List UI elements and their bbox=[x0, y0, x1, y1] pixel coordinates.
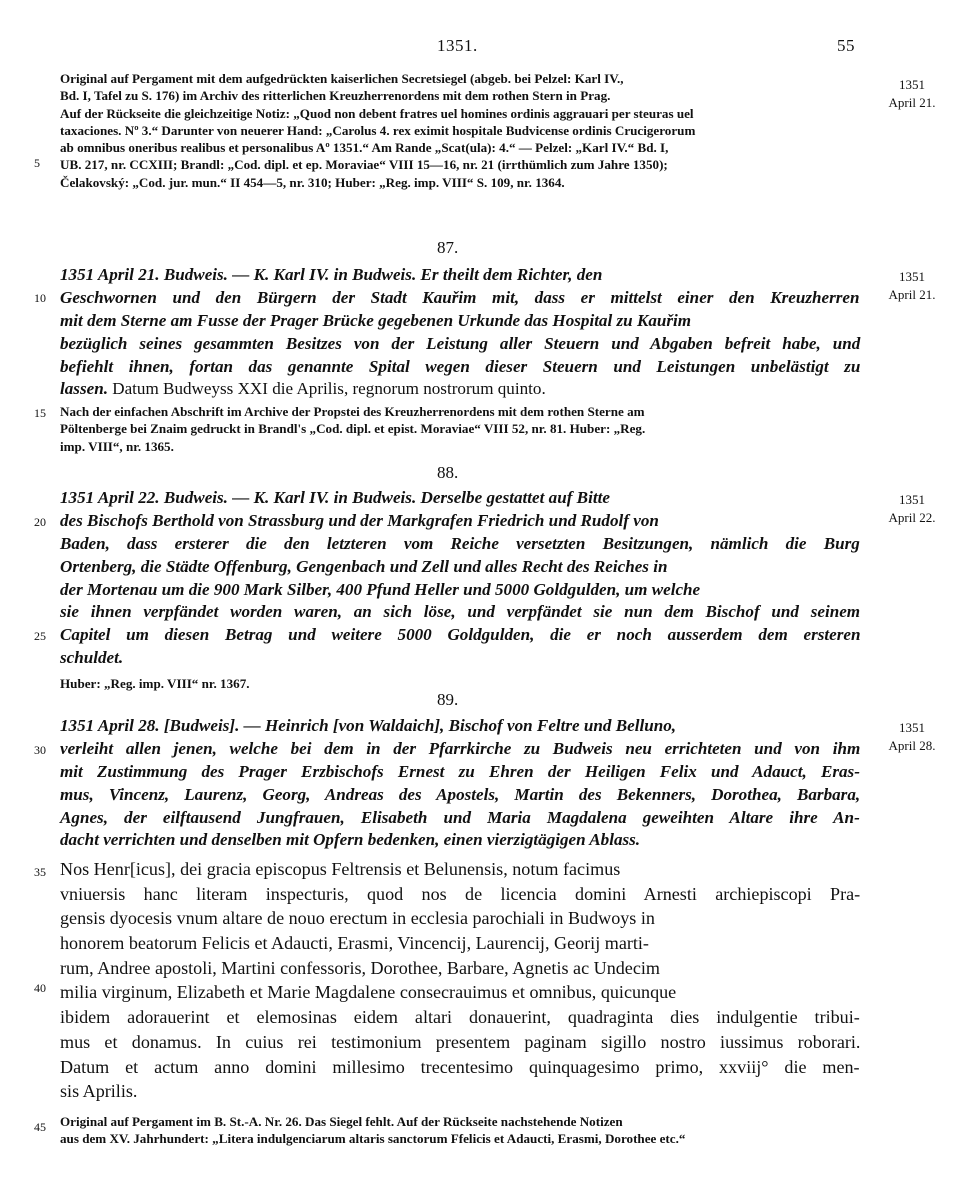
margin-date-top bbox=[872, 76, 952, 112]
note-line: Original auf Pergament im B. St.-A. Nr. 26. Das Siegel fehlt. Auf der Rückseite nachstehende Notizen bbox=[60, 1114, 623, 1129]
note-line: Bd. I, Tafel zu S. 176) im Archiv des ritterlichen Kreuzherrenordens mit dem rothen Stern in Prag. bbox=[60, 88, 611, 104]
latin-line: honorem beatorum Felicis et Adaucti, Erasmi, Vincencij, Laurencij, Georij marti- bbox=[60, 933, 649, 954]
latin-line: vniuersis hanc literam inspecturis, quod nos de licencia domini Arnesti archiepiscopi Pra- bbox=[60, 883, 861, 904]
margin-date-89 bbox=[872, 719, 952, 755]
margin-year: 1351 bbox=[899, 720, 925, 735]
regest-line: der Mortenau um die 900 Mark Silber, 400 Pfund Heller und 5000 Goldgulden, um welche bbox=[60, 579, 701, 599]
line-number: 10 bbox=[34, 291, 46, 305]
regest-line: mit dem Sterne am Fusse der Prager Brücke gegebenen Urkunde das Hospital zu Kauřim bbox=[60, 310, 692, 330]
latin-line: Datum et actum anno domini millesimo trecentesimo quinquagesimo primo, xxviij° die men- bbox=[60, 1056, 860, 1077]
latin-line: Nos Henr[icus], dei gracia episcopus Feltrensis et Belunensis, notum facimus bbox=[60, 859, 621, 879]
margin-day: April 22. bbox=[888, 510, 936, 525]
note-line: imp. VIII“, nr. 1365. bbox=[60, 438, 174, 454]
line-number: 30 bbox=[34, 743, 46, 757]
note-line: Pöltenberge bei Znaim gedruckt in Brandl's „Cod. dipl. et epist. Moraviae“ VIII 52, nr. 81. Huber: „Reg. bbox=[60, 421, 646, 437]
latin-line: milia virginum, Elizabeth et Marie Magdalene consecrauimus et omnibus, quicunque bbox=[60, 982, 677, 1003]
regest-italic: lassen. bbox=[60, 379, 108, 399]
regest-line: schuldet. bbox=[60, 648, 124, 668]
entry-89-source-note bbox=[60, 1115, 860, 1150]
line-number: 5 bbox=[34, 156, 40, 170]
latin-line: rum, Andree apostoli, Martini confessoris, Dorothee, Barbare, Agnetis ac Undecim bbox=[60, 957, 660, 978]
line-number: 20 bbox=[34, 515, 46, 529]
note-line: Original auf Pergament mit dem aufgedrückten kaiserlichen Secretsiegel (abgeb. bei Pelzel: Karl IV., bbox=[60, 71, 624, 86]
entry-89-latin-text bbox=[60, 860, 860, 1107]
note-line: Čelakovský: „Cod. jur. mun.“ II 454—5, nr. 310; Huber: „Reg. imp. VIII“ S. 109, nr. 1364. bbox=[60, 174, 565, 190]
entry-87-source-note bbox=[60, 405, 860, 457]
regest-line: dacht verrichten und denselben mit Opfern bedenken, einen vierzigtägigen Ablass. bbox=[60, 830, 641, 850]
regest-line: befiehlt ihnen, fortan das genannte Spital wegen dieser Steuern und Leistungen unbelästigt zu bbox=[60, 356, 861, 376]
margin-day: April 21. bbox=[888, 95, 936, 110]
regest-line: Agnes, der eilftausend Jungfrauen, Elisabeth und Maria Magdalena geweihten Altare ihre An- bbox=[60, 807, 860, 827]
entry-number-89: 89. bbox=[437, 690, 459, 709]
regest-line: bezüglich seines gesammten Besitzes von der Leistung aller Steuern und Abgaben befreit habe, und bbox=[60, 333, 861, 353]
regest-line: verleiht allen jenen, welche bei dem in der Pfarrkirche zu Budweis neu errichteten und von ihm bbox=[60, 738, 861, 758]
line-number: 40 bbox=[34, 981, 46, 995]
line-number: 45 bbox=[34, 1120, 46, 1134]
regest-line: Capitel um diesen Betrag und weitere 5000 Goldgulden, die er noch ausserdem dem ersteren bbox=[60, 625, 861, 645]
entry-88-source-note bbox=[60, 677, 860, 694]
running-header-year: 1351. bbox=[437, 36, 478, 55]
regest-line: mus, Vincenz, Laurenz, Georg, Andreas des Apostels, Martin des Bekenners, Dorothea, Barbara, bbox=[60, 784, 861, 804]
top-source-note bbox=[60, 72, 860, 193]
entry-number-87: 87. bbox=[437, 238, 459, 257]
line-number: 25 bbox=[34, 629, 46, 643]
entry-87-regest bbox=[60, 266, 860, 403]
entry-88-regest bbox=[60, 489, 860, 672]
note-line: Nach der einfachen Abschrift im Archive der Propstei des Kreuzherrenordens mit dem rothen Sterne am bbox=[60, 404, 645, 419]
regest-line: Geschwornen und den Bürgern der Stadt Kauřim mit, dass er mittelst einer den Kreuzherren bbox=[60, 287, 860, 307]
entry-number-88: 88. bbox=[437, 463, 459, 482]
latin-line: gensis dyocesis vnum altare de nouo erectum in ecclesia parochiali in Budwoys in bbox=[60, 908, 655, 929]
entry-89-regest bbox=[60, 717, 860, 854]
regest-line: des Bischofs Berthold von Strassburg und der Markgrafen Friedrich und Rudolf von bbox=[60, 510, 659, 530]
note-line: taxaciones. Nº 3.“ Darunter von neuerer Hand: „Carolus 4. rex eximit hospitale Budvicense ordinis Crucigerorum bbox=[60, 122, 696, 138]
regest-line: mit Zustimmung des Prager Erzbischofs Ernest zu Ehren der Heiligen Felix und Adauct, Eras- bbox=[60, 761, 860, 781]
note-line: Huber: „Reg. imp. VIII“ nr. 1367. bbox=[60, 676, 250, 691]
margin-date-88 bbox=[872, 491, 952, 527]
note-line: UB. 217, nr. CCXIII; Brandl: „Cod. dipl. et ep. Moraviae“ VIII 15—16, nr. 21 (irrthümlich zum Jahre 1350); bbox=[60, 157, 668, 173]
latin-line: sis Aprilis. bbox=[60, 1081, 138, 1102]
regest-line: sie ihnen verpfändet worden waren, an sich löse, und verpfändet sie nun dem Bischof und seinem bbox=[60, 602, 861, 622]
margin-date-87 bbox=[872, 268, 952, 304]
dating-clause: Datum Budweyss XXI die Aprilis, regnorum nostrorum quinto. bbox=[107, 379, 546, 399]
regest-line: Ortenberg, die Städte Offenburg, Gengenbach und Zell und alles Recht des Reiches in bbox=[60, 556, 668, 576]
latin-line: ibidem adorauerint et elemosinas eidem altari donauerint, quadraginta dies indulgentie tribui- bbox=[60, 1007, 860, 1028]
line-number: 15 bbox=[34, 406, 46, 420]
regest-line: 1351 April 28. [Budweis]. — Heinrich [von Waldaich], Bischof von Feltre und Belluno, bbox=[60, 716, 677, 735]
regest-line: 1351 April 22. Budweis. — K. Karl IV. in Budweis. Derselbe gestattet auf Bitte bbox=[60, 488, 610, 507]
line-number: 35 bbox=[34, 865, 46, 879]
note-line: ab omnibus oneribus realibus et personalibus Aº 1351.“ Am Rande „Scat(ula): 4.“ — Pelzel: „Karl IV.“ Bd. I, bbox=[60, 140, 669, 156]
margin-year: 1351 bbox=[899, 269, 925, 284]
regest-line bbox=[60, 380, 860, 403]
margin-day: April 21. bbox=[888, 287, 936, 302]
regest-line: Baden, dass ersterer die den letzteren vom Reiche versetzten Besitzungen, nämlich die Burg bbox=[60, 533, 860, 553]
latin-line: mus et donamus. In cuius rei testimonium presentem paginam sigillo nostro iussimus roborari. bbox=[60, 1031, 861, 1052]
note-line: Auf der Rückseite die gleichzeitige Notiz: „Quod non debent fratres uel homines ordinis aggrauari per steuras uel bbox=[60, 105, 694, 121]
page-number: 55 bbox=[837, 36, 855, 55]
regest-line: 1351 April 21. Budweis. — K. Karl IV. in Budweis. Er theilt dem Richter, den bbox=[60, 265, 603, 284]
margin-year: 1351 bbox=[899, 77, 925, 92]
note-line: aus dem XV. Jahrhundert: „Litera indulgenciarum altaris sanctorum Ffelicis et Adaucti, Erasmi, Dorothee etc.“ bbox=[60, 1131, 686, 1147]
margin-day: April 28. bbox=[888, 738, 936, 753]
margin-year: 1351 bbox=[899, 492, 925, 507]
